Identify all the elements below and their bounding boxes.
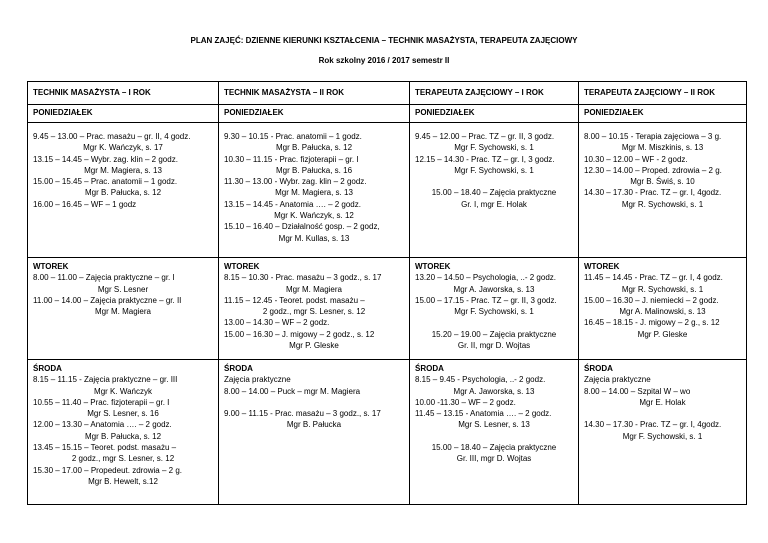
entry-line: Mgr M. Kullas, s. 13 [278, 233, 350, 243]
entry-line: 13.15 – 14.45 - Anatomia …. – 2 godz. [224, 199, 361, 209]
entry-line: 15.00 – 18.40 – Zajęcia praktyczne [431, 188, 557, 198]
schedule-cell [579, 360, 747, 505]
entry-line: 11.45 – 13.15 - Anatomia …. – 2 godz. [415, 409, 552, 419]
entry-line: 13.45 – 15.15 – Teoret. podst. masażu – [33, 443, 177, 453]
entry-line: 15.10 – 16.40 – Działalność gosp. – 2 godz, [224, 222, 380, 232]
entry-line: Mgr M. Magiera [94, 307, 151, 317]
entry-line: 9.00 – 11.15 - Prac. masażu – 3 godz., s. 17 [224, 409, 381, 419]
entry-line: Mgr E. Holak [639, 397, 686, 407]
entry-line: Mgr B. Świś, s. 10 [630, 177, 695, 187]
entry-line: Mgr R. Sychowski, s. 1 [621, 199, 704, 209]
entry-line: Mgr S. Lesner, s. 16 [87, 409, 159, 419]
entry-line: Mgr M. Magiera, s. 13 [84, 165, 162, 175]
entry-line: 14.30 – 17.30 - Prac. TZ – gr. I, 4godz. [584, 420, 722, 430]
entry-line: 10.30 – 12.00 – WF - 2 godz. [584, 154, 688, 164]
day-label: ŚRODA [33, 364, 62, 373]
schedule-cell [28, 360, 219, 505]
entry-line: 12.15 – 14.30 - Prac. TZ – gr. I, 3 godz. [415, 154, 555, 164]
entry-line: 13.15 – 14.45 – Wybr. zag. klin – 2 godz. [33, 154, 178, 164]
monday-row [28, 123, 747, 258]
entry-line: 15.00 – 17.15 - Prac. TZ – gr. II, 3 godz. [415, 295, 557, 305]
entry-line: 2 godz., mgr S. Lesner, s. 12 [71, 454, 175, 464]
day-label: PONIEDZIAŁEK [219, 105, 410, 123]
entry-line: 13.00 – 14.30 – WF – 2 godz. [224, 318, 330, 328]
entry-line: 13.20 – 14.50 – Psychologia, ..- 2 godz. [415, 273, 556, 283]
entry-line: 15.30 – 17.00 – Propedeut. zdrowia – 2 g. [33, 465, 182, 475]
entry-line: Mgr R. Sychowski, s. 1 [621, 284, 704, 294]
entry-spacer [415, 317, 573, 328]
day-label: ŚRODA [415, 364, 444, 373]
entry-spacer [584, 408, 741, 419]
entry-line: Mgr B. Hewelt, s.12 [88, 476, 158, 486]
entry-line: Mgr K. Wańczyk, s. 12 [274, 211, 354, 221]
page-subtitle: Rok szkolny 2016 / 2017 semestr II [318, 56, 450, 65]
schedule-cell [219, 360, 410, 505]
entry-line: Mgr A. Jaworska, s. 13 [453, 386, 535, 396]
entry-line: Mgr S. Lesner [97, 284, 149, 294]
entry-spacer [415, 431, 573, 442]
schedule-cell [219, 123, 410, 258]
entry-line: Mgr P. Gleske [637, 329, 688, 339]
entry-line: Mgr B. Pałucka, s. 12 [84, 431, 162, 441]
entry-line: Mgr M. Magiera [285, 284, 342, 294]
entry-line: 14.30 – 17.30 - Prac. TZ – gr. I, 4godz. [584, 188, 722, 198]
entry-line: 16.45 – 18.15 - J. migowy – 2 g., s. 12 [584, 318, 720, 328]
entry-line: 2 godz., mgr S. Lesner, s. 12 [262, 307, 366, 317]
entry-line: Mgr F. Sychowski, s. 1 [454, 165, 534, 175]
column-header: TERAPEUTA ZAJĘCIOWY – I ROK [410, 82, 579, 105]
entry-line: 16.00 – 16.45 – WF – 1 godz [33, 199, 137, 209]
entry-line: 15.00 – 16.30 – J. niemiecki – 2 godz. [584, 295, 719, 305]
header-row [28, 82, 747, 105]
entry-line: 10.55 – 11.40 – Prac. fizjoterapii – gr. I [33, 397, 170, 407]
entry-line: Mgr M. Magiera, s. 13 [275, 188, 353, 198]
schedule-table [27, 81, 747, 505]
entry-line: Mgr A. Malinowski, s. 13 [619, 307, 706, 317]
entry-line: 9.45 – 13.00 – Prac. masażu – gr. II, 4 godz. [33, 132, 191, 141]
entry-line: 8.15 – 9.45 - Psychologia, ..- 2 godz. [415, 375, 546, 385]
page-title: PLAN ZAJĘĆ: DZIENNE KIERUNKI KSZTAŁCENIA – TECHNIK MASAŻYSTA, TERAPEUTA ZAJĘCIOWY [190, 36, 578, 45]
entry-line: Mgr F. Sychowski, s. 1 [454, 307, 534, 317]
entry-line: 8.00 – 10.15 - Terapia zajęciowa – 3 g. [584, 132, 722, 141]
entry-line: 8.15 – 10.30 - Prac. masażu – 3 godz., s. 17 [224, 273, 382, 283]
entry-line: 8.00 – 14.00 – Szpital W – wo [584, 386, 691, 396]
entry-line: Mgr F. Sychowski, s. 1 [622, 431, 703, 441]
entry-line: 9.30 – 10.15 - Prac. anatomii – 1 godz. [224, 132, 362, 141]
schedule-cell [410, 258, 579, 360]
schedule-cell [410, 123, 579, 258]
entry-line: 8.15 – 11.15 - Zajęcia praktyczne – gr. III [33, 375, 178, 385]
day-label: WTOREK [584, 262, 620, 271]
column-header: TECHNIK MASAŻYSTA – II ROK [219, 82, 410, 105]
entry-line: 12.30 – 14.00 – Proped. zdrowia – 2 g. [584, 165, 722, 175]
day-label: PONIEDZIAŁEK [28, 105, 219, 123]
day-label: WTOREK [415, 262, 451, 271]
day-label: WTOREK [33, 262, 69, 271]
entry-line: Mgr K. Wańczyk, s. 17 [83, 143, 163, 153]
entry-line: 11.30 – 13.00 - Wybr. zag. klin – 2 godz. [224, 177, 367, 187]
column-header: TECHNIK MASAŻYSTA – I ROK [28, 82, 219, 105]
entry-line: Zajęcia praktyczne [224, 375, 291, 385]
entry-line: 15.00 – 18.40 – Zajęcia praktyczne [431, 443, 557, 453]
entry-line: Mgr A. Jaworska, s. 13 [453, 284, 535, 294]
column-header: TERAPEUTA ZAJĘCIOWY – II ROK [579, 82, 747, 105]
tuesday-row [28, 258, 747, 360]
entry-line: 15.00 – 15.45 – Prac. anatomii – 1 godz. [33, 177, 178, 187]
schedule-cell [410, 360, 579, 505]
day-label: ŚRODA [584, 364, 613, 373]
wednesday-row [28, 360, 747, 505]
schedule-cell [579, 258, 747, 360]
entry-line: 9.45 – 12.00 – Prac. TZ – gr. II, 3 godz. [415, 132, 555, 141]
entry-line: Gr. I, mgr E. Holak [461, 199, 527, 209]
entry-line: 8.00 – 14.00 – Puck – mgr M. Magiera [224, 386, 361, 396]
entry-spacer [415, 176, 573, 187]
entry-line: 11.15 – 12.45 - Teoret. podst. masażu – [224, 295, 365, 305]
monday-label-row [28, 105, 747, 123]
entry-line: Gr. III, mgr D. Wojtas [456, 454, 532, 464]
entry-line: Mgr P. Gleske [289, 341, 339, 351]
entry-line: Mgr B. Pałucka [286, 420, 342, 430]
entry-line: 15.20 – 19.00 – Zajęcia praktyczne [431, 329, 557, 339]
entry-line: Mgr S. Lesner, s. 13 [458, 420, 530, 430]
entry-line: 11.45 – 14.45 - Prac. TZ – gr. I, 4 godz. [584, 273, 723, 283]
entry-line: Mgr B. Pałucka, s. 16 [275, 165, 353, 175]
schedule-cell [28, 123, 219, 258]
entry-line: 10.00 -11.30 – WF – 2 godz. [415, 397, 516, 407]
entry-line: 12.00 – 13.30 – Anatomia …. – 2 godz. [33, 420, 172, 430]
entry-line: 8.00 – 11.00 – Zajęcia praktyczne – gr. I [33, 273, 175, 283]
entry-line: Mgr K. Wańczyk [94, 386, 152, 396]
entry-line: Mgr B. Pałucka, s. 12 [84, 188, 162, 198]
day-label: ŚRODA [224, 364, 253, 373]
entry-line: Zajęcia praktyczne [584, 375, 651, 385]
schedule-cell [28, 258, 219, 360]
entry-line: Mgr B. Pałucka, s. 12 [275, 143, 353, 153]
entry-spacer [224, 397, 404, 408]
entry-line: 15.00 – 16.30 – J. migowy – 2 godz., s. 12 [224, 329, 375, 339]
schedule-cell [219, 258, 410, 360]
day-label: WTOREK [224, 262, 260, 271]
schedule-cell [579, 123, 747, 258]
entry-line: 10.30 – 11.15 - Prac. fizjoterapii – gr. I [224, 154, 359, 164]
day-label: PONIEDZIAŁEK [579, 105, 747, 123]
day-label: PONIEDZIAŁEK [410, 105, 579, 123]
entry-line: Gr. II, mgr D. Wojtas [457, 341, 531, 351]
entry-line: Mgr M. Miszkinis, s. 13 [621, 143, 704, 153]
entry-line: Mgr F. Sychowski, s. 1 [454, 143, 534, 153]
entry-line: 11.00 – 14.00 – Zajęcia praktyczne – gr. II [33, 295, 182, 305]
